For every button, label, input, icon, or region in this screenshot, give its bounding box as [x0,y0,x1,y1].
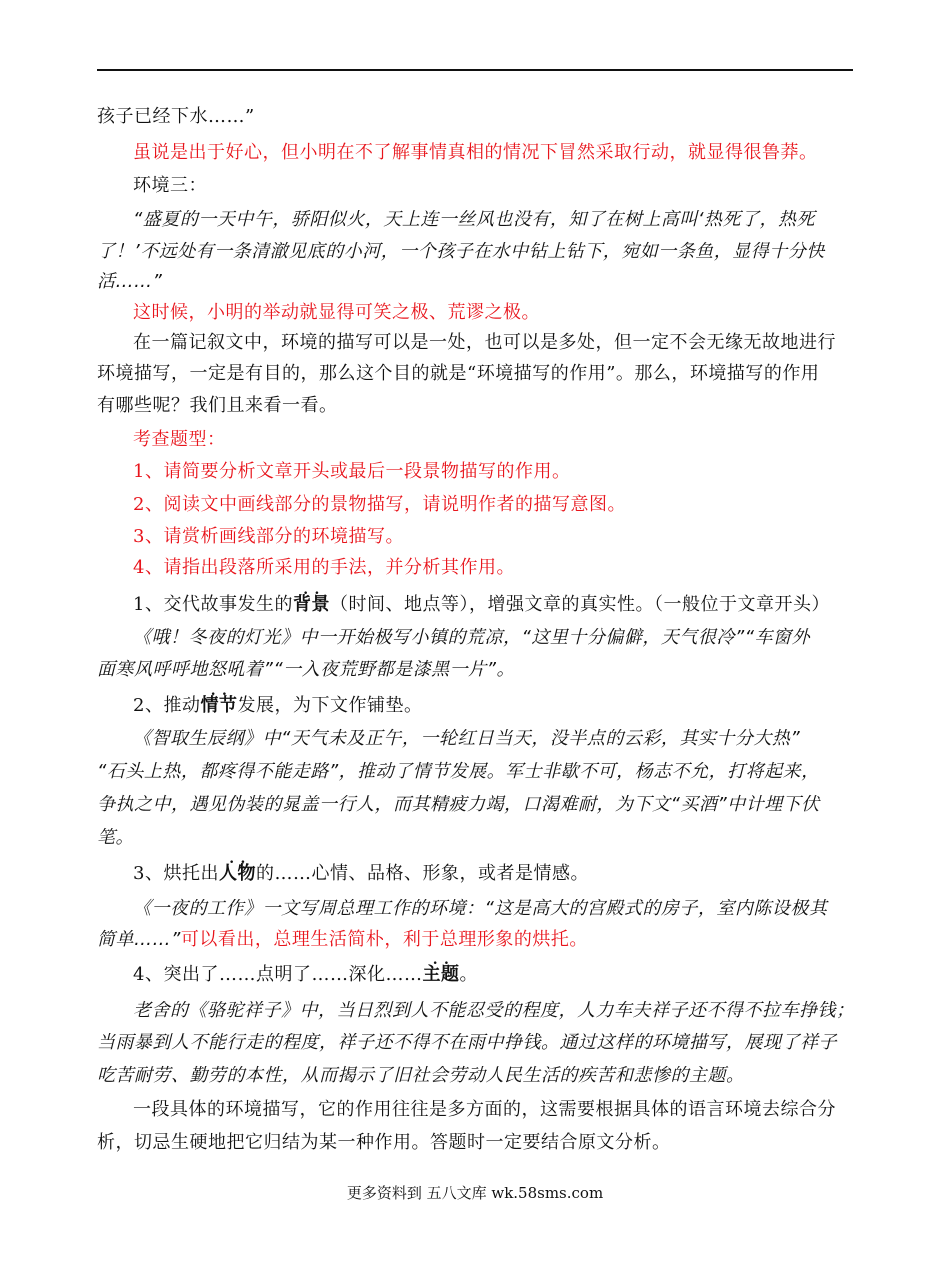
example-line [97,924,588,956]
point-prefix: 1、交代故事发生的 [133,594,293,615]
example-line: 争执之中，遇见伪装的晁盖一行人，而其精疲力竭，口渴难耐，为下文“买酒”中计埋下伏 [97,794,820,815]
example-line: “石头上热，都疼得不能走路”，推动了情节发展。军士非歇不可，杨志不允，打将起来， [97,761,820,782]
point-heading-4 [133,959,478,991]
text-line: 有哪些呢？我们且来看一看。 [97,395,338,416]
keyword-plot: •• 情节 [200,695,237,716]
text-line: 环境描写，一定是有目的，那么这个目的就是“环境描写的作用”。那么，环境描写的作用 [97,363,820,384]
question-type-item: 1、请简要分析文章开头或最后一段景物描写的作用。 [133,461,571,482]
example-line: 老舍的《骆驼祥子》中，当日烈到人不能忍受的程度，人力车夫祥子还不得不拉车挣钱； [133,1000,855,1021]
text-line: 一段具体的环境描写，它的作用往往是多方面的，这需要根据具体的语言环境去综合分 [133,1099,836,1120]
point-suffix: 的……心情、品格、形象，或者是情感。 [255,863,589,884]
point-suffix: 。 [459,964,478,985]
keyword-character: •• 人物 [219,863,256,884]
keyword-theme: •• 主题 [422,964,459,985]
example-line: 当雨暴到人不能行走的程度，祥子还不得不在雨中挣钱。通过这样的环境描写，展现了祥子 [97,1032,837,1053]
text-line: 孩子已经下水……” [97,106,255,127]
point-prefix: 4、突出了……点明了……深化…… [133,964,423,985]
text-line: 析，切忌生硬地把它归结为某一种作用。答题时一定要结合原文分析。 [97,1132,671,1153]
quote-fragment: 简单……” [97,929,181,950]
example-line: 笔。 [97,827,134,848]
footer-text: 更多资料到 五八文库 wk.58sms.com [346,1184,604,1202]
question-type-item: 2、阅读文中画线部分的景物描写，请说明作者的描写意图。 [133,494,626,515]
keyword-background: •• 背景 [293,594,330,615]
question-type-item: 4、请指出段落所采用的手法，并分析其作用。 [133,557,515,578]
point-heading-3 [133,858,589,890]
point-prefix: 2、推动 [133,695,201,716]
point-prefix: 3、烘托出 [133,863,219,884]
question-types-heading: 考查题型： [133,429,226,450]
example-line: 面寒风呼呼地怒吼着”“一入夜荒野都是漆黑一片”。 [97,659,515,680]
example-line: 《一夜的工作》一文写周总理工作的环境：“这是高大的宫殿式的房子，室内陈设极其 [133,898,828,919]
section-heading: 环境三： [133,175,207,196]
point-suffix: 发展，为下文作铺垫。 [237,695,423,716]
question-type-item: 3、请赏析画线部分的环境描写。 [133,526,404,547]
point-heading-2 [133,690,422,722]
emphasis-line: 这时候，小明的举动就显得可笑之极、荒谬之极。 [133,302,540,323]
header-rule [97,69,853,71]
quote-line: 活……” [97,271,163,292]
example-line: 《哦！冬夜的灯光》中一开始极写小镇的荒凉，“这里十分偏僻，天气很冷”“车窗外 [133,627,810,648]
analysis-fragment: 可以看出，总理生活简朴，利于总理形象的烘托。 [180,929,588,950]
point-suffix: （时间、地点等），增强文章的真实性。（一般位于文章开头） [329,594,830,615]
quote-line: 了！’不远处有一条清澈见底的小河，一个孩子在水中钻上钻下，宛如一条鱼，显得十分快 [97,241,825,262]
emphasis-line: 虽说是出于好心，但小明在不了解事情真相的情况下冒然采取行动，就显得很鲁莽。 [133,142,818,163]
point-heading-1 [133,589,830,621]
example-line: 吃苦耐劳、勤劳的本性，从而揭示了旧社会劳动人民生活的疾苦和悲惨的主题。 [97,1065,745,1086]
quote-line: “盛夏的一天中午，骄阳似火，天上连一丝风也没有，知了在树上高叫‘热死了，热死 [133,209,816,230]
example-line: 《智取生辰纲》中“天气未及正午，一轮红日当天，没半点的云彩，其实十分大热” [133,728,801,749]
text-line: 在一篇记叙文中，环境的描写可以是一处，也可以是多处，但一定不会无缘无故地进行 [133,332,836,353]
